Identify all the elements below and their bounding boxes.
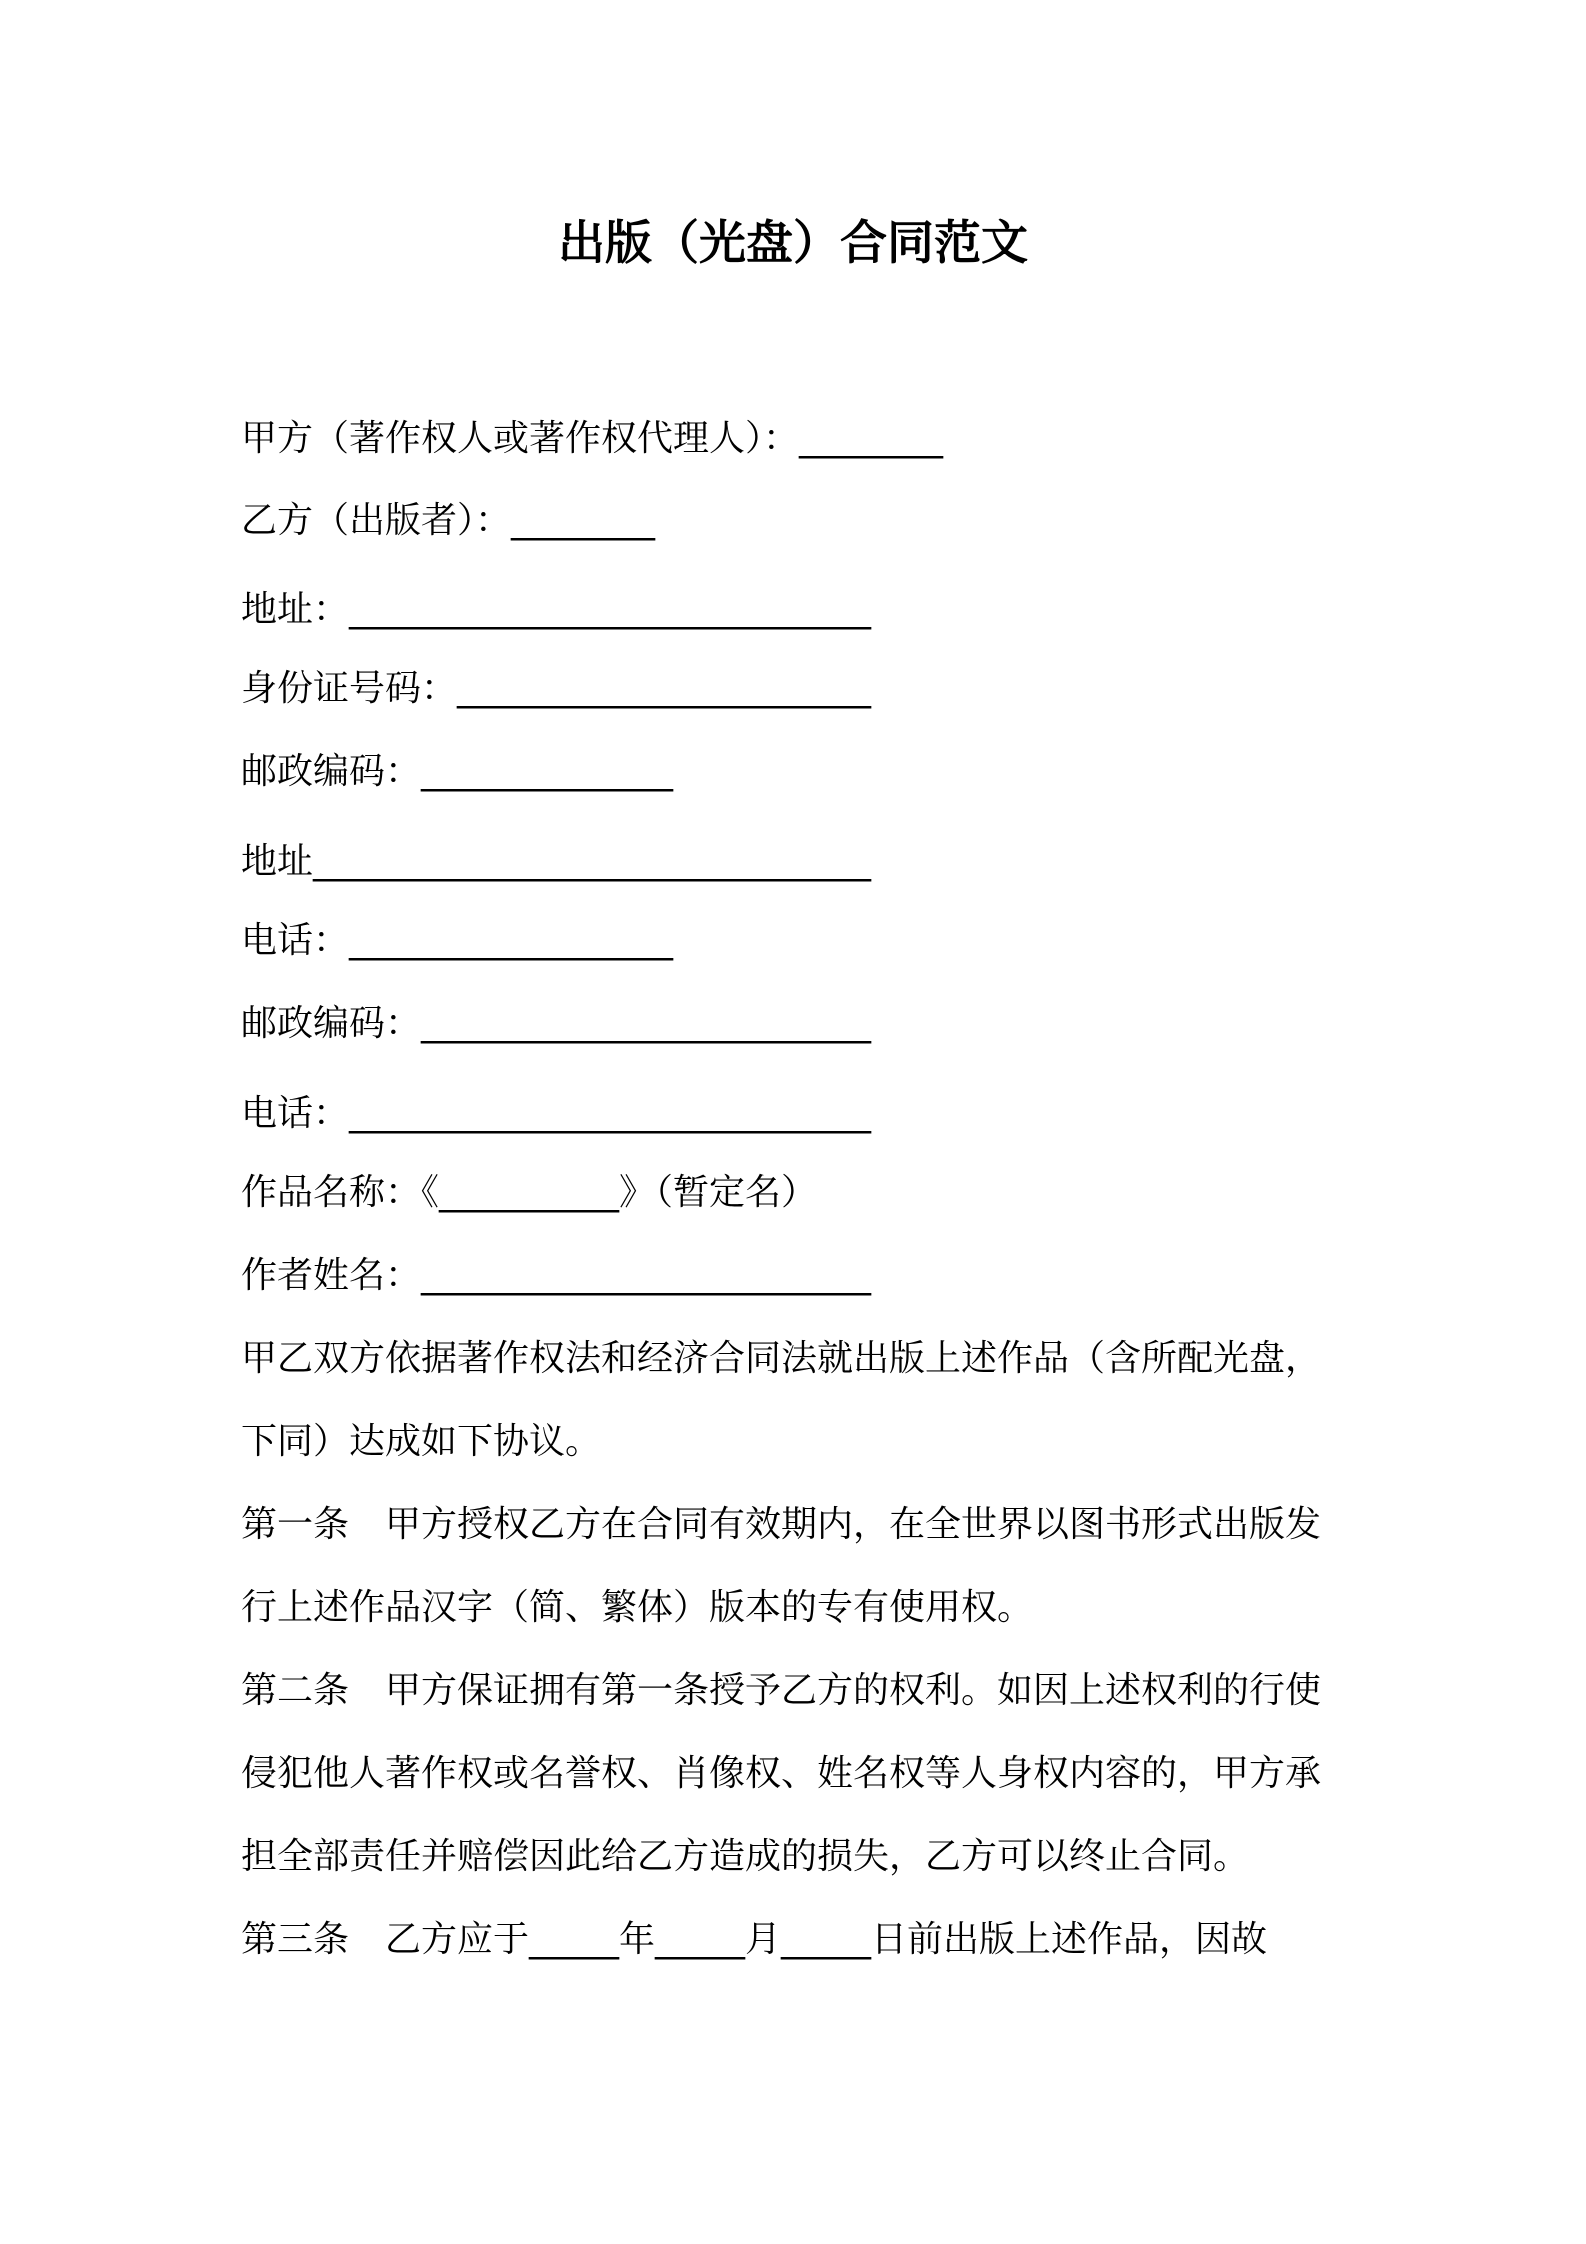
document-title: 出版（光盘）合同范文	[558, 216, 1028, 271]
article-2-line-1: 第二条 甲方保证拥有第一条授予乙方的权利。如因上述权利的行使	[241, 1670, 1322, 1711]
preamble-line-2: 下同）达成如下协议。	[241, 1421, 602, 1462]
article-1-line-1: 第一条 甲方授权乙方在合同有效期内，在全世界以图书形式出版发	[241, 1504, 1322, 1545]
author-name-line: 作者姓名：_________________________	[241, 1255, 872, 1296]
article-3-line-1: 第三条 乙方应于_____年_____月_____日前出版上述作品，因故	[241, 1919, 1268, 1960]
id-number-line: 身份证号码：_______________________	[241, 668, 872, 709]
article-2-line-2: 侵犯他人著作权或名誉权、肖像权、姓名权等人身权内容的，甲方承	[241, 1753, 1322, 1794]
article-2-line-3: 担全部责任并赔偿因此给乙方造成的损失，乙方可以终止合同。	[241, 1836, 1250, 1877]
party-b-address-line: 地址_______________________________	[241, 841, 871, 882]
party-a-postcode-line: 邮政编码：______________	[241, 751, 674, 792]
party-a-phone-line: 电话：__________________	[241, 920, 674, 961]
party-a-line: 甲方（著作权人或著作权代理人）：________	[241, 418, 944, 459]
party-b-line: 乙方（出版者）：________	[241, 500, 656, 541]
party-a-address-line: 地址：_____________________________	[241, 589, 872, 630]
party-b-postcode-line: 邮政编码：_________________________	[241, 1003, 872, 1044]
article-1-line-2: 行上述作品汉字（简、繁体）版本的专有使用权。	[241, 1587, 1034, 1628]
party-b-phone-line: 电话：_____________________________	[241, 1093, 872, 1134]
work-title-line: 作品名称：《__________》（暂定名）	[241, 1172, 818, 1213]
preamble-line-1: 甲乙双方依据著作权法和经济合同法就出版上述作品（含所配光盘，	[241, 1338, 1322, 1379]
